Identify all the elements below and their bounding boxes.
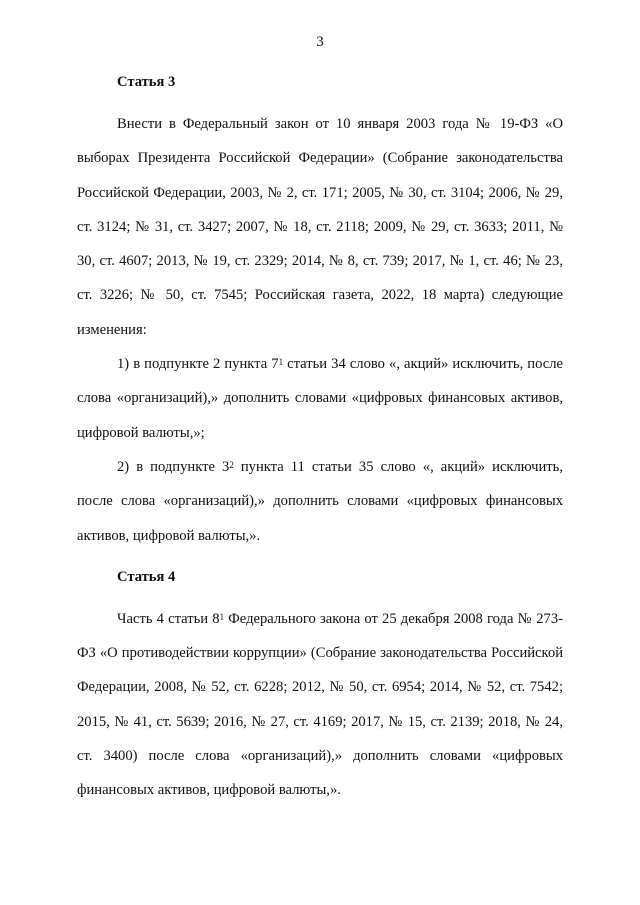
item-1-text-end: статьи 34 слово «, акций» исключить, после слова «организаций),» дополнить словами «цифровых финансовых активов, цифровой валюты,»; <box>77 356 563 441</box>
document-body <box>77 64 563 808</box>
page-number: 3 <box>316 34 324 50</box>
item-1-text-start: 1) в подпункте 2 пункта 7 <box>117 356 279 373</box>
article-3-item-1 <box>77 347 563 450</box>
article-3-intro: Внести в Федеральный закон от 10 января 2003 года № 19-ФЗ «О выборах Президента Российской Федерации» (Собрание законодательства Российской Федерации, 2003, № 2, ст. 171; 2005, № 30, ст. 3104; 2006, № 29, ст. 3124; № 31, ст. 3427; 2007, № 18, ст. 2118; 2009, № 29, ст. 3633; 2011, № 30, ст. 4607; 2013, № 19, ст. 2329; 2014, № 8, ст. 739; 2017, № 1, ст. 46; № 23, ст. 3226; № 50, ст. 7545; Российская газета, 2022, 18 марта) следующие изменения: <box>77 116 563 338</box>
item-2-text-start: 2) в подпункте 3 <box>117 458 230 475</box>
article-3-heading: Статья 3 <box>117 74 176 90</box>
item-1-superscript: 1 <box>278 357 284 368</box>
article-3-item-2 <box>77 450 563 553</box>
article-4-superscript: 1 <box>219 611 225 622</box>
item-2-text-end: пункта 11 статьи 35 слово «, акций» исключить, после слова «организаций),» дополнить словами «цифровых финансовых активов, цифровой валюты,». <box>77 458 563 544</box>
article-4-heading: Статья 4 <box>117 568 176 585</box>
article-4-text-start: Часть 4 статьи 8 <box>117 610 220 627</box>
article-4-text <box>77 602 563 808</box>
article-4-text-end: Федерального закона от 25 декабря 2008 года № 273-ФЗ «О противодействии коррупции» (Собрание законодательства Российской Федерации, 2008, № 52, ст. 6228; 2012, № 50, ст. 6954; 2014, № 52, ст. 7542; 2015, № 41, ст. 5639; 2016, № 27, ст. 4169; 2017, № 15, ст. 2139; 2018, № 24, ст. 3400) после слова «организаций),» дополнить словами «цифровых финансовых активов, цифровой валюты,». <box>77 610 563 799</box>
item-2-superscript: 2 <box>229 459 234 470</box>
